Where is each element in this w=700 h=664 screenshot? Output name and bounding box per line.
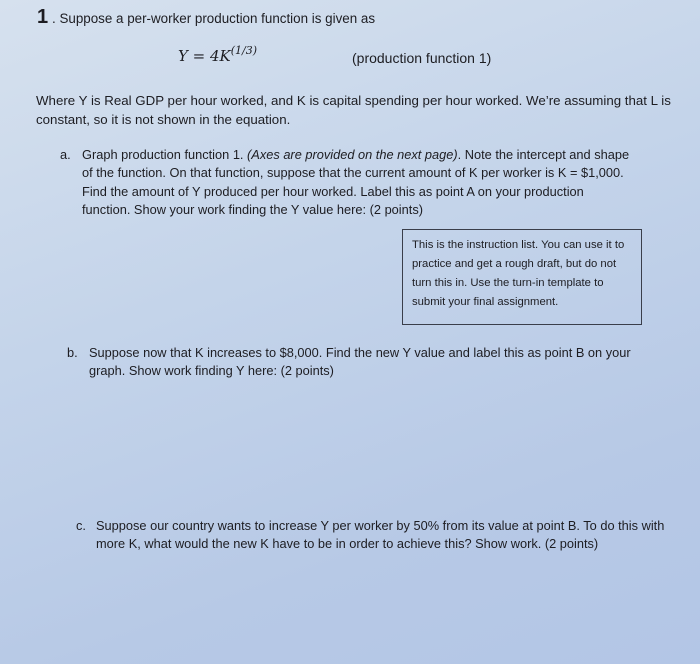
part-b-text: Suppose now that K increases to $8,000. Find the new Y value and label this as point B on your graph. Show work finding Y here: (2 points) [89, 345, 631, 379]
question-number: 1 [37, 6, 49, 28]
description-paragraph: Where Y is Real GDP per hour worked, and K is capital spending per hour worked. We’re assuming that L is constant, so it is not shown in the equation. [36, 93, 671, 127]
part-a-text [82, 146, 632, 219]
part-c-marker: c. [76, 518, 86, 533]
part-a-text-italic: (Axes are provided on the next page) [247, 147, 458, 162]
instruction-notice-box: This is the instruction list. You can use it to practice and get a rough draft, but do not turn this in. Use the turn-in template to submit your final assignment. [402, 229, 642, 325]
equation-lhs: Y = 4K [178, 47, 231, 65]
part-b-marker: b. [67, 345, 78, 360]
equation-exponent: (1/3) [230, 44, 258, 57]
part-a-marker: a. [60, 147, 71, 162]
part-c-text: Suppose our country wants to increase Y per worker by 50% from its value at point B. To do this with more K, what would the new K have to be in order to achieve this? Show work. (2 points) [96, 518, 665, 552]
question-intro: . Suppose a per-worker production function is given as [52, 11, 376, 26]
production-function-equation [178, 44, 258, 65]
part-a-text-2: . Note the intercept and shape of the function. On that function, suppose that the current amount of K per worker is K = $1,000. Find the amount of Y produced per hour worked. Label this as point A on your production function. Show your work finding the Y value here: (2 points) [82, 147, 630, 217]
equation-label: (production function 1) [352, 50, 492, 66]
part-a-text-1: Graph production function 1. [82, 147, 248, 162]
